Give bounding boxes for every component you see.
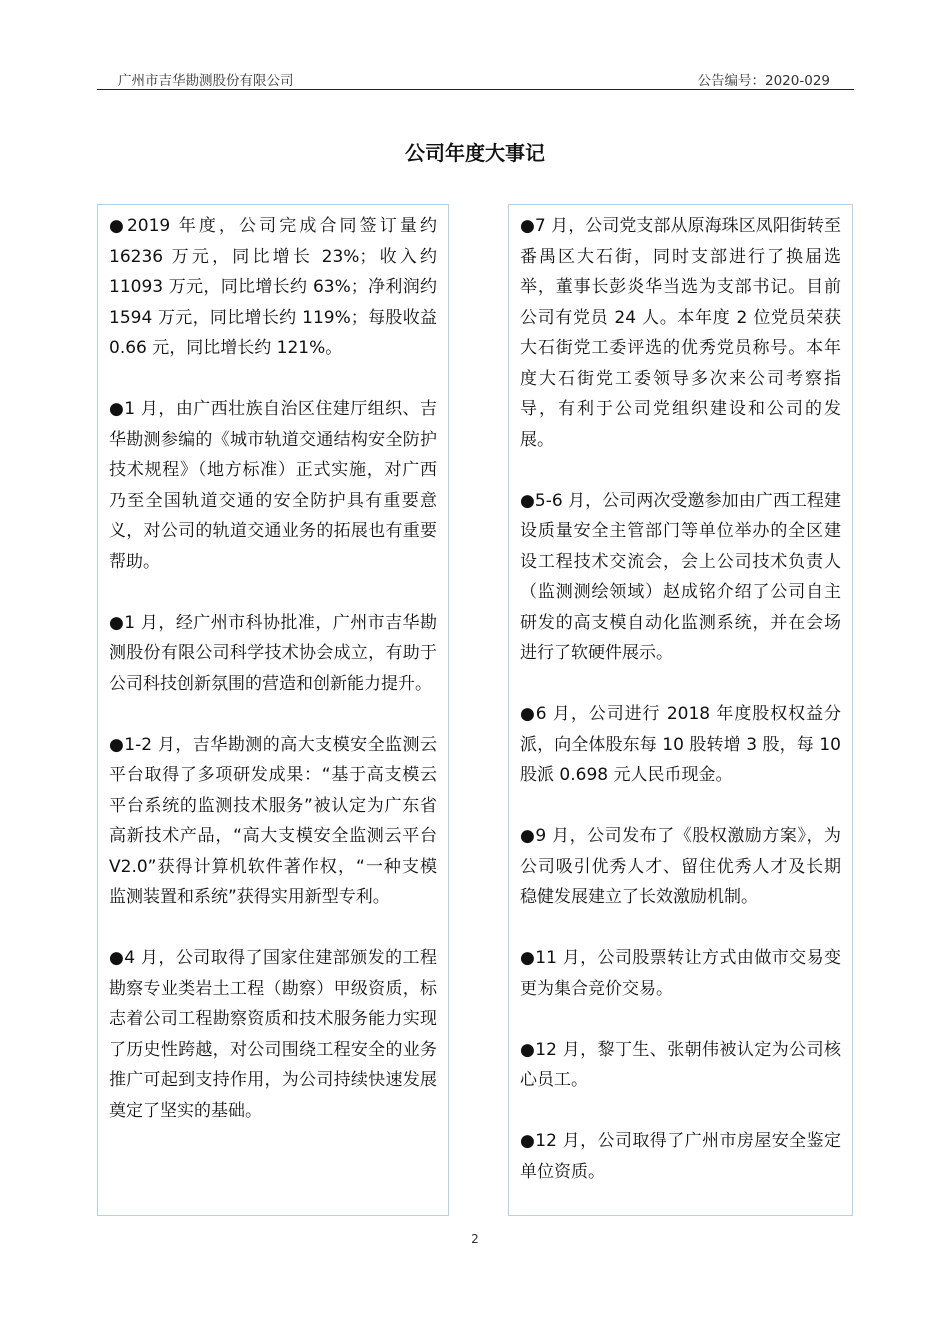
event-paragraph: ●6 月，公司进行 2018 年度股权权益分派，向全体股东每 10 股转增 3 股，每 10 股派 0.698 元人民币现金。: [520, 704, 841, 785]
event-paragraph: ●7 月，公司党支部从原海珠区凤阳街转至番禺区大石街，同时支部进行了换届选举，董事长彭炎华当选为支部书记。目前公司有党员 24 人。本年度 2 位党员荣获大石街党工委评选的优秀党员称号。本年度大石街党工委领导多次来公司考察指导，有利于公司党组织建设和公司的发展。: [520, 216, 841, 450]
header-divider: [97, 89, 854, 90]
event-paragraph: ●5-6 月，公司两次受邀参加由广西工程建设质量安全主管部门等单位举办的全区建设工程技术交流会，会上公司技术负责人（监测测绘领域）赵成铭介绍了公司自主研发的高支模自动化监测系统，并在会场进行了软硬件展示。: [520, 490, 841, 663]
page-number: 2: [471, 1232, 479, 1246]
event-paragraph: ●1-2 月，吉华勘测的高大支模安全监测云平台取得了多项研发成果：“基于高支模云平台系统的监测技术服务”被认定为广东省高新技术产品，“高大支模安全监测云平台 V2.0”获得计算机软件著作权，“一种支模监测装置和系统”获得实用新型专利。: [109, 734, 437, 907]
event-paragraph: ●12 月，公司取得了广州市房屋安全鉴定单位资质。: [520, 1131, 841, 1182]
event-paragraph: ●1 月，经广州市科协批准，广州市吉华勘测股份有限公司科学技术协会成立，有助于公司科技创新氛围的营造和创新能力提升。: [109, 612, 437, 694]
event-paragraph: ●11 月，公司股票转让方式由做市交易变更为集合竞价交易。: [520, 948, 841, 999]
event-paragraph: ●12 月，黎丁生、张朝伟被认定为公司核心员工。: [520, 1039, 841, 1090]
header-announcement-number: 公告编号：2020-029: [697, 73, 830, 89]
event-paragraph: ●1 月，由广西壮族自治区住建厅组织、吉华勘测参编的《城市轨道交通结构安全防护技术规程》（地方标准）正式实施，对广西乃至全国轨道交通的安全防护具有重要意义，对公司的轨道交通业务的拓展也有重要帮助。: [109, 399, 437, 572]
left-column-box: [97, 204, 449, 1216]
right-column-box: [508, 204, 853, 1216]
event-paragraph: ●4 月，公司取得了国家住建部颁发的工程勘察专业类岩土工程（勘察）甲级资质，标志着公司工程勘察资质和技术服务能力实现了历史性跨越，对公司围绕工程安全的业务推广可起到支持作用，为公司持续快速发展奠定了坚实的基础。: [109, 948, 437, 1121]
event-paragraph: ●9 月，公司发布了《股权激励方案》，为公司吸引优秀人才、留住优秀人才及长期稳健发展建立了长效激励机制。: [520, 826, 841, 907]
header-company-name: 广州市吉华勘测股份有限公司: [118, 73, 294, 89]
page-title: 公司年度大事记: [405, 141, 545, 165]
event-paragraph: ●2019 年度，公司完成合同签订量约 16236 万元，同比增长 23%；收入约 11093 万元，同比增长约 63%；净利润约 1594 万元，同比增长约 119%；每股收益 0.66 元，同比增长约 121%。: [109, 216, 437, 358]
